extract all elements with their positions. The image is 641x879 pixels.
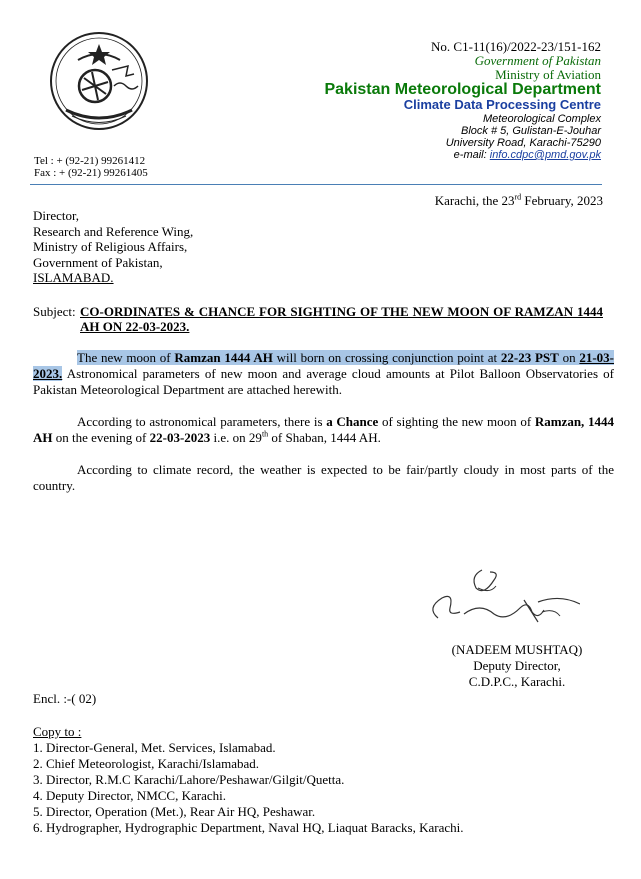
recipient-city: ISLAMABAD. — [33, 270, 114, 285]
pmd-emblem-icon — [48, 30, 150, 132]
recipient-line: Ministry of Religious Affairs, — [33, 239, 188, 254]
highlighted-text: The new moon of Ramzan 1444 AH will born on crossing conjunction point at 22-23 PST on 21-03-2023. — [33, 350, 615, 381]
recipient-block — [33, 208, 193, 286]
header-divider — [30, 184, 602, 185]
copy-to-item: 5. Director, Operation (Met.), Rear Air HQ, Peshawar. — [33, 804, 316, 819]
enclosure: Encl. :-( 02) — [33, 691, 97, 706]
signatory-office: C.D.P.C., Karachi. — [468, 674, 566, 689]
recipient-line: Government of Pakistan, — [33, 254, 163, 270]
fax: Fax : + (92-21) 99261405 — [34, 167, 148, 179]
signatory-block — [437, 642, 597, 690]
reference-number: No. C1-11(16)/2022-23/151-162 — [431, 39, 601, 54]
subject-text: CO-ORDINATES & CHANCE FOR SIGHTING OF THE NEW MOON OF RAMZAN 1444 AH ON 22-03-2023. — [80, 304, 603, 334]
government-label: Government of Pakistan — [474, 53, 601, 68]
address-line: University Road, Karachi-75290 — [445, 137, 601, 149]
copy-to-item: 4. Deputy Director, NMCC, Karachi. — [33, 788, 226, 803]
email-line — [454, 149, 601, 161]
copy-to-heading: Copy to : — [33, 724, 82, 739]
signatory-designation: Deputy Director, — [473, 658, 561, 673]
paragraph-chance: According to astronomical parameters, there is a Chance of sighting the new moon of Ramzan, 1444 AH on the evening of 22-03-2023 i.e. on 29th of Shaban, 1444 AH. — [33, 414, 615, 445]
copy-to-item: 3. Director, R.M.C Karachi/Lahore/Peshawar/Gilgit/Quetta. — [33, 772, 345, 787]
recipient-line: Research and Reference Wing, — [33, 223, 194, 239]
copy-to-item: 1. Director-General, Met. Services, Islamabad. — [33, 740, 276, 755]
ministry-label: Ministry of Aviation — [495, 67, 601, 82]
paragraph-weather: According to climate record, the weather is expected to be fair/partly cloudy in most parts of the country. — [33, 462, 614, 493]
copy-to-item: 2. Chief Meteorologist, Karachi/Islamabad. — [33, 756, 259, 771]
signatory-name: (NADEEM MUSHTAQ) — [451, 642, 583, 657]
copy-to-list — [33, 724, 464, 836]
recipient-line: Director, — [33, 208, 80, 223]
address-line: Block # 5, Gulistan-E-Jouhar — [460, 125, 601, 137]
signature-icon — [420, 564, 580, 628]
copy-to-item: 6. Hydrographer, Hydrographic Department, Naval HQ, Liaquat Baracks, Karachi. — [33, 820, 464, 835]
telephone: Tel : + (92-21) 99261412 — [34, 155, 146, 167]
paragraph-new-moon: The new moon of Ramzan 1444 AH will born on crossing conjunction point at 22-23 PST on 21-03-2023. Astronomical parameters of new moon and average cloud amounts at Pilot Balloon Observatories of Pakistan Meteorological Department are attached herewith. — [33, 350, 615, 397]
email-label: e-mail: — [453, 149, 487, 161]
centre-title: Climate Data Processing Centre — [403, 97, 601, 112]
letter-date: Karachi, the 23rd February, 2023 — [434, 192, 603, 208]
address-line: Meteorological Complex — [483, 113, 601, 125]
subject-label: Subject: — [33, 304, 76, 319]
email-link[interactable]: info.cdpc@pmd.gov.pk — [489, 149, 601, 161]
department-title: Pakistan Meteorological Department — [324, 81, 601, 98]
